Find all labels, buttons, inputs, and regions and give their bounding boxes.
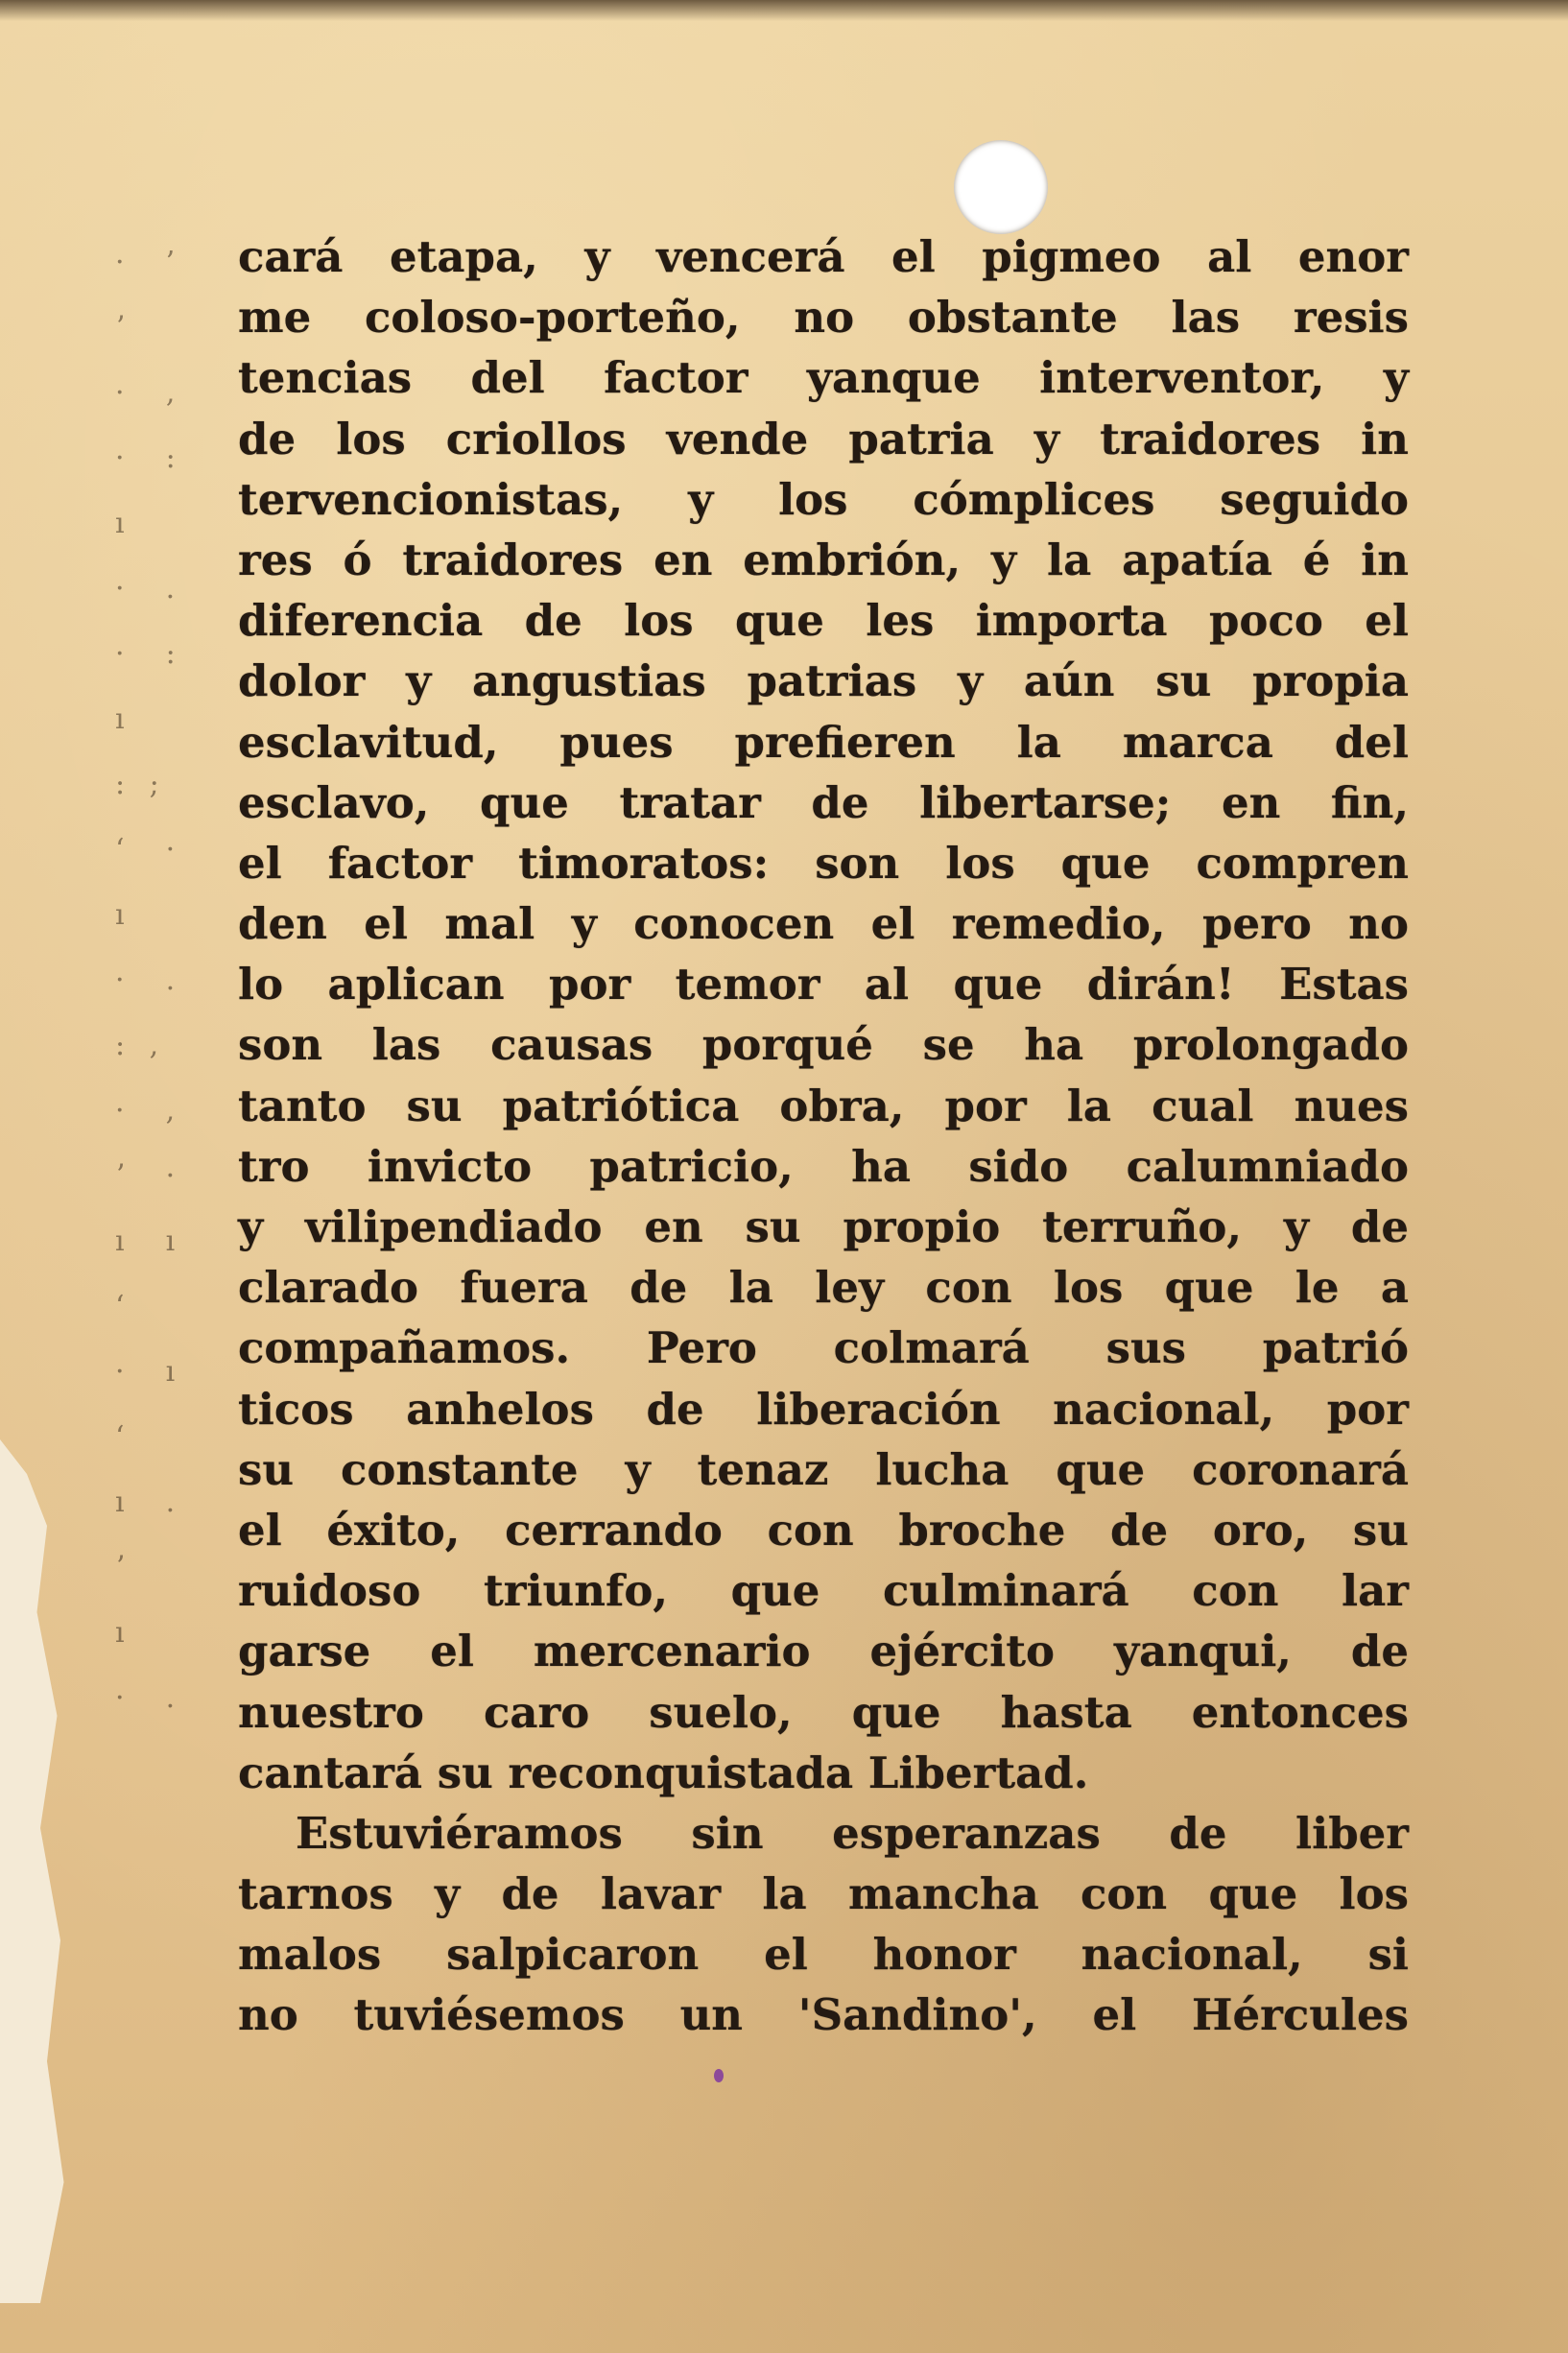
text-line: dolor y angustias patrias y aún su propia [238, 655, 1409, 707]
text-line: ruidoso triunfo, que culminará con lar [238, 1565, 1409, 1617]
text-line: cantará su reconquistada Libertad. [238, 1747, 1089, 1798]
text-line: son las causas porqué se ha prolongado [238, 1019, 1409, 1071]
ink-spot [714, 2069, 724, 2082]
text-line: y vilipendiado en su propio terruño, y de [238, 1201, 1409, 1252]
text-line: clarado fuera de la ley con los que le a [238, 1262, 1409, 1314]
text-line: tanto su patriótica obra, por la cual nues [238, 1080, 1409, 1131]
text-line: garse el mercenario ejército yanqui, de [238, 1626, 1409, 1677]
show-through-marks: · ’ ʼ · ‚ · : ı · . · : ı : ; ʻ · ı · . : , · , ʼ · ı ı ʻ · ı ʻ ı . ʼ ı · . [115, 246, 183, 1715]
scan-edge-shadow [0, 0, 1568, 21]
text-line: nuestro caro suelo, que hasta entonces [238, 1686, 1409, 1738]
body-text [238, 226, 1409, 2046]
text-line: diferencia de los que les importa poco el [238, 595, 1409, 647]
text-line: me coloso-porteño, no obstante las resis [238, 292, 1409, 344]
text-line: tro invicto patricio, ha sido calumniado [238, 1140, 1409, 1192]
text-line: lo aplican por temor al que dirán! Estas [238, 959, 1409, 1010]
text-line: ticos anhelos de liberación nacional, por [238, 1383, 1409, 1435]
text-line: tarnos y de lavar la mancha con que los [238, 1868, 1409, 1920]
text-line: cará etapa, y vencerá el pigmeo al enor [238, 231, 1409, 282]
text-line: el factor timoratos: son los que compren [238, 837, 1409, 889]
punch-hole [954, 140, 1048, 234]
text-line: den el mal y conocen el remedio, pero no [238, 898, 1409, 950]
text-line: el éxito, cerrando con broche de oro, su [238, 1504, 1409, 1556]
text-line: compañamos. Pero colmará sus patrió [238, 1322, 1409, 1374]
torn-edge [0, 1439, 67, 2303]
text-line: res ó traidores en embrión, y la apatía é in [238, 534, 1409, 585]
text-line: esclavitud, pues prefieren la marca del [238, 716, 1409, 768]
text-line: no tuviésemos un 'Sandino', el Hércules [238, 1989, 1409, 2041]
paragraph-start-line: Estuviéramos sin esperanzas de liber [296, 1807, 1409, 1859]
text-line: tervencionistas, y los cómplices seguido [238, 473, 1409, 525]
text-line: esclavo, que tratar de libertarse; en fin, [238, 776, 1409, 828]
text-line: su constante y tenaz lucha que coronará [238, 1443, 1409, 1495]
text-line: tencias del factor yanque interventor, y [238, 352, 1409, 404]
text-line: de los criollos vende patria y traidores in [238, 413, 1409, 464]
text-line: malos salpicaron el honor nacional, si [238, 1929, 1409, 1981]
